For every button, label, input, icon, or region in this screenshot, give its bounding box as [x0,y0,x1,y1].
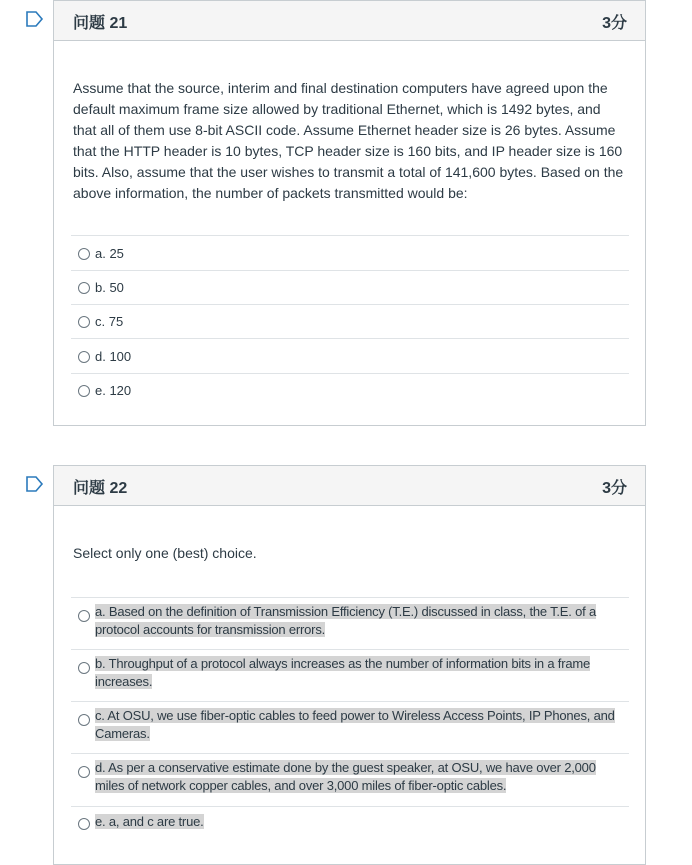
radio-button[interactable] [78,351,90,363]
question-points: 3分 [602,480,627,497]
radio-button[interactable] [78,248,90,260]
radio-button[interactable] [78,818,90,830]
radio-button[interactable] [78,282,90,294]
flag-question-icon[interactable] [26,476,44,492]
answer-label: a. Based on the definition of Transmission Efficiency (T.E.) discussed in class, the T.E. of a protocol accounts for transmission errors. [95,604,596,637]
answer-label: d. 100 [95,349,132,364]
answer-option-d[interactable] [71,338,629,373]
flag-question-icon[interactable] [26,11,44,27]
answer-option-a[interactable] [71,235,629,270]
question-21 [53,0,646,426]
question-text: Assume that the source, interim and final destination computers have agreed upon the default maximum frame size allowed by traditional Ethernet, which is 1492 bytes, and that all of them use 8-bit ASCII code. Assume Ethernet header size is 26 bytes. Assume that the HTTP header is 10 bytes, TCP header size is 160 bits, and IP header size is 160 bits. Also, assume that the user wishes to transmit a total of 141,600 bytes. Based on the above information, the number of packets transmitted would be: [73,80,624,201]
question-title: 问题 21 [73,15,128,32]
answer-label: b. Throughput of a protocol always increases as the number of information bits in a frame increases. [95,656,591,689]
radio-button[interactable] [78,766,90,778]
question-header [54,466,645,506]
answer-option-e[interactable] [71,806,629,846]
answer-label: e. a, and c are true. [95,814,204,829]
question-header [54,1,645,41]
radio-button[interactable] [78,714,90,726]
answer-list [71,235,629,407]
question-22 [53,465,646,865]
answer-option-b[interactable] [71,270,629,304]
answer-option-d[interactable] [71,753,629,806]
answer-option-e[interactable] [71,373,629,407]
answer-list [71,597,629,846]
answer-label-wrap [95,707,623,743]
answer-label: c. At OSU, we use fiber-optic cables to feed power to Wireless Access Points, IP Phones, and Cameras. [95,708,615,741]
answer-label-wrap [95,655,623,691]
answer-option-a[interactable] [71,597,629,649]
answer-label: e. 120 [95,383,132,398]
answer-label: b. 50 [95,280,124,295]
radio-button[interactable] [78,610,90,622]
question-text: Select only one (best) choice. [73,545,257,561]
answer-option-b[interactable] [71,649,629,701]
answer-label: d. As per a conservative estimate done by the guest speaker, at OSU, we have over 2,000 miles of network copper cables, and over 3,000 miles of fiber-optic cables. [95,760,596,793]
question-points: 3分 [602,15,627,32]
answer-label: a. 25 [95,246,124,261]
answer-label: c. 75 [95,314,124,329]
radio-button[interactable] [78,662,90,674]
answer-label-wrap [95,759,623,795]
answer-option-c[interactable] [71,304,629,338]
radio-button[interactable] [78,316,90,328]
radio-button[interactable] [78,385,90,397]
answer-label-wrap [95,813,623,831]
question-title: 问题 22 [73,480,128,497]
answer-label-wrap [95,603,623,639]
answer-option-c[interactable] [71,701,629,753]
